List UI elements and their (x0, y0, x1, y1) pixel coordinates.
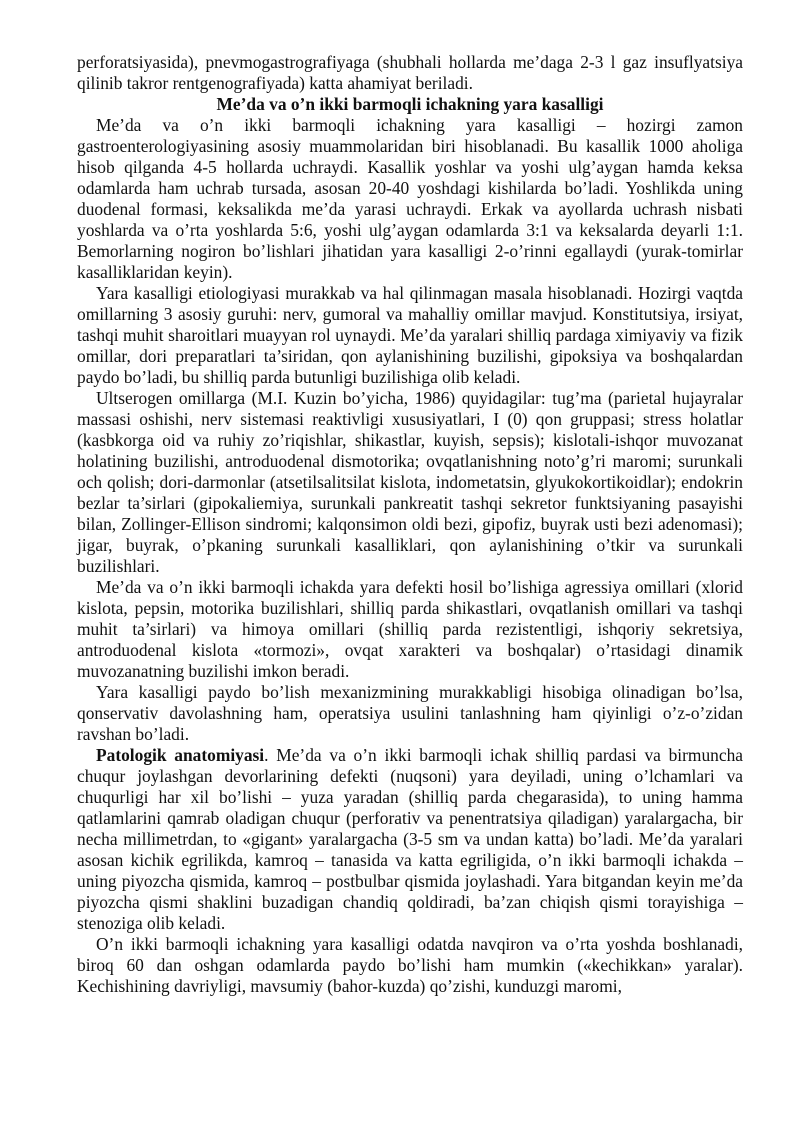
paragraph-ulcerogenic-factors: Ultserogen omillarga (M.I. Kuzin bo’yicha, 1986) quyidagilar: tug’ma (parietal hujayralar massasi oshishi, nerv sistemasi reaktivligi xususiyatlari, I (0) qon gruppasi; stress holatlar (kasbkorga oid va ruhiy zo’riqishlar, shikastlar, kuyish, sepsis); kislotali-ishqor muvozanat holatining buzilishi, antroduodenal dismotorika; ovqatlanishning noto’g’ri maromi; surunkali och qolish; dori-darmonlar (atsetilsalitsilat kislota, indometatsin, glyukokortikoidlar); endokrin bezlar ta’sirlari (gipokaliemiya, surunkali pankreatit tashqi sekretor funktsiyaning pasayishi bilan, Zollinger-Ellison sindromi; kalqonsimon oldi bezi, gipofiz, buyrak usti bezi adenomasi); jigar, buyrak, o’pkaning surunkali kasalliklari, qon aylanishining o’tkir va surunkali buzilishlari. (77, 388, 743, 576)
paragraph-etiology: Yara kasalligi etiologiyasi murakkab va hal qilinmagan masala hisoblanadi. Hozirgi vaqtda omillarning 3 asosiy guruhi: nerv, gumoral va mahalliy omillar mavjud. Konstitutsiya, irsiyat, tashqi muhit sharoitlari muayyan rol uynaydi. Me’da yaralari shilliq pardaga ximiyaviy va fizik omillar, dori preparatlari ta’siridan, qon aylanishining buzilishi, gipoksiya va boshqalardan paydo bo’ladi, bu shilliq parda butunligi buzilishiga olib keladi. (77, 283, 743, 387)
pathology-text: . Me’da va o’n ikki barmoqli ichak shilliq pardasi va birmuncha chuqur joylashgan devorlarining defekti (nuqsoni) yara deyiladi, uning o’lchamlari va chuqurligi har xil bo’lishi – yuza yaradan (shilliq parda chegarasida), to uning hamma qatlamlarini qamrab oladigan chuqur (perforativ va penentratsiya qiladigan) yaralargacha, bir necha millimetrdan, to «gigant» yaralargacha (3-5 sm va undan katta) bo’ladi. Me’da yaralari asosan kichik egrilikda, kamroq – tanasida va katta egriligida, o’n ikki barmoqli ichakda – uning piyozcha qismida, kamroq – postbulbar qismida joylashadi. Yara bitgandan keyin me’da piyozcha qismi shaklini buzadigan chandiq qoldiradi, ba’zan chiqish qismi torayishiga – stenoziga olib keladi. (77, 745, 743, 933)
paragraph-prevalence: Me’da va o’n ikki barmoqli ichakning yara kasalligi – hozirgi zamon gastroenterologiyasining asosiy muammolaridan biri hisoblanadi. Bu kasallik 1000 aholiga hisob qilganda 4-5 hollarda uchraydi. Kasallik yoshlar va yoshi ulg’aygan hamda keksa odamlarda ham uchrab tursada, asosan 20-40 yoshdagi kishilarda bo’ladi. Yoshlikda uning duodenal formasi, keksalikda me’da yarasi uchraydi. Erkak va ayollarda uchrash nisbati yoshlarda va o’rta yoshlarda 5:6, yoshi ulg’aygan odamlarda 3:1 va keksalarda deyarli 1:1. Bemorlarning nogiron bo’lishlari jihatidan yara kasalligi 2-o’rinni egallaydi (yurak-tomirlar kasalliklaridan keyin). (77, 115, 743, 282)
intro-continuation: perforatsiyasida), pnevmogastrografiyaga (shubhali hollarda me’daga 2-3 l gaz insuflyatsiya qilinib takror rentgenografiyada) katta ahamiyat beriladi. (77, 52, 743, 93)
paragraph-duodenal-ulcer: O’n ikki barmoqli ichakning yara kasalligi odatda navqiron va o’rta yoshda boshlanadi, biroq 60 dan oshgan odamlarda paydo bo’lishi ham mumkin («kechikkan» yaralar). Kechishining davriyligi, mavsumiy (bahor-kuzda) qo’zishi, kunduzgi maromi, (77, 934, 743, 996)
paragraph-aggression-defense: Me’da va o’n ikki barmoqli ichakda yara defekti hosil bo’lishiga agressiya omillari (xlorid kislota, pepsin, motorika buzilishlari, shilliq parda shikastlari, ovqatlanish omillari va tashqi muhit ta’sirlari) va himoya omillari (shilliq parda rezistentligi, ishqoriy sekretsiya, antroduodenal kislota «tormozi», ovqat xarakteri va boshqalar) o’rtasidagi dinamik muvozanatning buzilishi imkon beradi. (77, 577, 743, 681)
pathology-heading: Patologik anatomiyasi (96, 745, 265, 765)
paragraph-treatment-complexity: Yara kasalligi paydo bo’lish mexanizmining murakkabligi hisobiga olinadigan bo’lsa, qonservativ davolashning ham, operatsiya usulini tanlashning ham qiyinligi o’z-o’zidan ravshan bo’ladi. (77, 682, 743, 744)
section-title: Me’da va o’n ikki barmoqli ichakning yara kasalligi (216, 94, 604, 114)
document-page (77, 52, 743, 997)
paragraph-pathology (77, 745, 743, 934)
